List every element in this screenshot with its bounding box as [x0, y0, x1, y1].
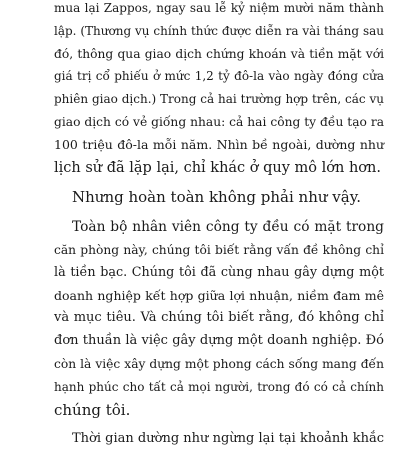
paragraph-gap — [54, 179, 384, 186]
text-line: đơn thuần là việc gây dựng một doanh nghiệp. Đó — [54, 333, 384, 349]
paragraph-3 — [54, 216, 384, 421]
text-line: phiên giao dịch.) Trong cả hai trường hợp trên, các vụ — [54, 92, 384, 107]
text-line: đó, thông qua giao dịch chứng khoán và tiền mặt với — [54, 46, 384, 61]
paragraph-2 — [54, 186, 384, 209]
text-line: doanh nghiệp kết hợp giữa lợi nhuận, niềm đam mê — [54, 287, 384, 303]
text-line: còn là việc xây dựng một phong cách sống mang đến — [54, 356, 384, 371]
page-text — [54, 0, 384, 451]
text-line: và mục tiêu. Và chúng tôi biết rằng, đó không chỉ — [54, 310, 384, 326]
text-line: Thời gian dường như ngừng lại tại khoảnh khắc — [72, 431, 384, 447]
text-line: hạnh phúc cho tất cả mọi người, trong đó có cả chính — [54, 379, 384, 394]
paragraph-gap — [54, 209, 384, 216]
text-line: Toàn bộ nhân viên công ty đều có mặt trong — [72, 219, 384, 236]
text-line: là tiền bạc. Chúng tôi đã cùng nhau gây dựng một — [54, 264, 384, 280]
text-line: 100 triệu đô-la mỗi năm. Nhìn bề ngoài, dường như — [54, 136, 384, 152]
paragraph-4 — [54, 428, 384, 451]
text-line: Nhưng hoàn toàn không phải như vậy. — [72, 188, 361, 207]
paragraph-1 — [54, 0, 384, 179]
text-line: lập. (Thương vụ chính thức được diễn ra vài tháng sau — [54, 23, 384, 38]
text-line: giá trị cổ phiếu ở mức 1,2 tỷ đô-la vào ngày đóng cửa — [54, 69, 384, 84]
paragraph-gap — [54, 421, 384, 428]
text-line: căn phòng này, chúng tôi biết rằng vấn đề không chỉ — [54, 242, 384, 257]
text-line: lịch sử đã lặp lại, chỉ khác ở quy mô lớn hơn. — [54, 159, 381, 176]
text-line: chúng tôi. — [54, 400, 131, 419]
text-line: giao dịch có vẻ giống nhau: cả hai công ty đều tạo ra — [54, 114, 384, 129]
text-line: mua lại Zappos, ngay sau lễ kỷ niệm mười năm thành — [54, 1, 384, 15]
